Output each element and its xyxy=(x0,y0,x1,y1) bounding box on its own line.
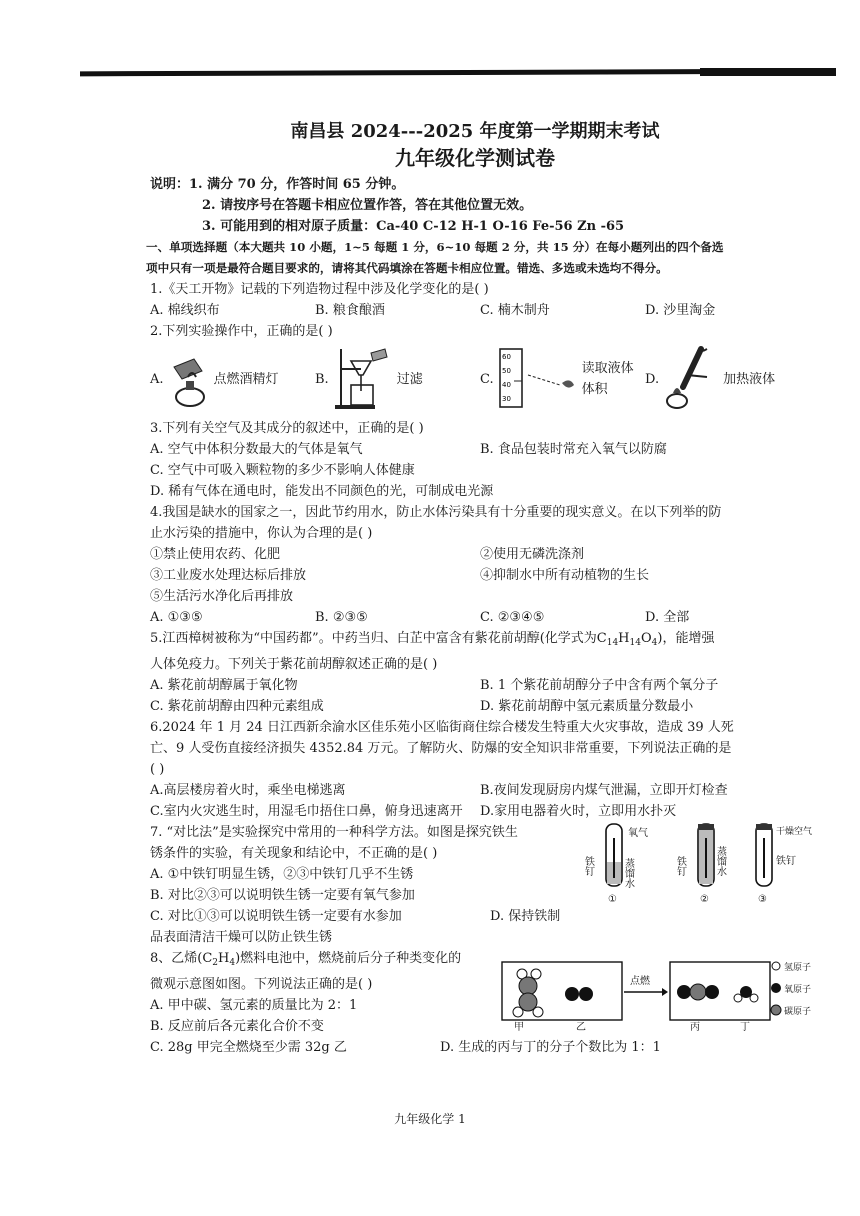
option-letter: D. xyxy=(645,371,660,387)
measure-item: ④抑制水中所有动植物的生长 xyxy=(480,568,650,583)
oxygen-atom xyxy=(677,985,691,999)
formula-sub: 4 xyxy=(651,638,658,648)
question-2 xyxy=(150,321,810,414)
tube-number: ① xyxy=(608,894,617,905)
exam-subtitle: 九年级化学测试卷 xyxy=(395,146,555,170)
instruction-2: 2. 请按序号在答题卡相应位置作答，答在其他位置无效。 xyxy=(202,198,533,213)
measure-item: ③工业废水处理达标后排放 xyxy=(150,568,307,583)
hydrogen-atom xyxy=(750,994,758,1002)
carbon-atom xyxy=(519,977,537,995)
formula-element: H xyxy=(618,631,630,646)
legend-label: 氢原子 xyxy=(784,963,812,973)
oxygen-atom xyxy=(565,987,579,1001)
formula-sub: 14 xyxy=(606,638,619,648)
oxygen-atom xyxy=(705,985,719,999)
option-letter: A. xyxy=(150,371,164,387)
cylinder-tick: 40 xyxy=(501,381,511,389)
option-d: D. 生成的丙与丁的分子个数比为 1：1 xyxy=(440,1040,661,1055)
option-c: C. 空气中可吸入颗粒物的多少不影响人体健康 xyxy=(150,463,415,478)
oxygen-atom xyxy=(579,987,593,1001)
alcohol-lamp-icon xyxy=(168,349,210,409)
question-stem: 1.《天工开物》记载的下列造物过程中涉及化学变化的是( ) xyxy=(150,282,489,297)
option-b: B.夜间发现厨房内煤气泄漏，立即开灯检查 xyxy=(480,783,728,798)
formula-element: O xyxy=(640,631,652,646)
option-b: B. 1 个紫花前胡醇分子中含有两个氧分子 xyxy=(480,678,719,693)
test-tube-heating-icon xyxy=(663,347,719,411)
label-nail: 铁钉 xyxy=(582,856,594,876)
cylinder-tick: 30 xyxy=(501,395,511,403)
option-b xyxy=(315,347,480,411)
option-b: B. 对比②③可以说明铁生锈一定要有氧气参加 xyxy=(150,888,415,903)
question-3 xyxy=(150,418,810,502)
hydrogen-atom xyxy=(513,1007,523,1017)
instruction-3: 3. 可能用到的相对原子质量：Ca-40 C-12 H-1 O-16 Fe-56 Zn -65 xyxy=(202,219,625,234)
question-stem-2: 止水污染的措施中，你认为合理的是( ) xyxy=(150,526,373,541)
question-stem-3: ( ) xyxy=(150,762,165,777)
option-a: A.高层楼房着火时，乘坐电梯逃离 xyxy=(150,783,346,798)
carbon-atom xyxy=(690,984,706,1000)
question-stem-2: 亡、9 人受伤直接经济损失 4352.84 万元。了解防火、防爆的安全知识非常重要，下列说法正确的是 xyxy=(150,741,732,756)
label-oxygen: 氧气 xyxy=(628,828,648,839)
option-a: A. 紫花前胡醇属于氧化物 xyxy=(150,678,298,693)
arrow-head-icon xyxy=(662,988,668,996)
section-heading: 一、单项选择题（本大题共 10 小题，1~5 每题 1 分，6~10 每题 2 分，共 15 分）在每小题列出的四个备选 xyxy=(146,240,724,254)
label-dry-air: 干燥空气 xyxy=(776,827,813,837)
filtration-icon xyxy=(333,347,393,411)
question-stem: 7. “对比法”是实验探究中常用的一种科学方法。如图是探究铁生 xyxy=(150,825,518,840)
section-heading-2: 项中只有一项是最符合题目要求的，请将其代码填涂在答题卡相应位置。错选、多选或未选均不得分。 xyxy=(146,261,668,275)
formula-sub: 4 xyxy=(229,958,236,968)
option-d: D. 沙里淘金 xyxy=(645,303,716,318)
option-caption: 点燃酒精灯 xyxy=(213,371,279,387)
option-letter: B. xyxy=(315,371,329,387)
tube-number: ③ xyxy=(758,894,767,905)
option-c: C. 楠木制舟 xyxy=(480,303,550,318)
option-a: A. 甲中碳、氢元素的质量比为 2：1 xyxy=(150,998,358,1013)
legend-hydrogen-icon xyxy=(772,962,780,970)
option-c: C. 28g 甲完全燃烧至少需 32g 乙 xyxy=(150,1040,347,1055)
question-stem: 2.下列实验操作中，正确的是( ) xyxy=(150,324,333,339)
exam-title: 南昌县 2024---2025 年度第一学期期末考试 xyxy=(290,121,660,142)
option-a: A. ①中铁钉明显生锈，②③中铁钉几乎不生锈 xyxy=(150,867,414,882)
instruction-1: 说明：1. 满分 70 分，作答时间 65 分钟。 xyxy=(150,177,405,192)
hydrogen-atom xyxy=(531,969,541,979)
stem-text: )，能增强 xyxy=(657,631,715,646)
option-letter: C. xyxy=(480,371,494,387)
exam-page xyxy=(146,120,813,1058)
question-stem: 3.下列有关空气及其成分的叙述中，正确的是( ) xyxy=(150,421,424,436)
option-d: D. 稀有气体在通电时，能发出不同颜色的光，可制成电光源 xyxy=(150,484,494,499)
option-d: D. 保持铁制 xyxy=(490,909,561,924)
legend-label: 氧原子 xyxy=(784,985,812,995)
option-c xyxy=(480,347,645,411)
formula-sub: 2 xyxy=(212,958,219,968)
measure-item: ①禁止使用农药、化肥 xyxy=(150,547,281,562)
question-6 xyxy=(150,717,810,822)
question-stem-2: 微观示意图如图。下列说法正确的是( ) xyxy=(150,977,373,992)
measure-item: ②使用无磷洗涤剂 xyxy=(480,547,585,562)
question-5 xyxy=(150,628,810,717)
arrow-label: 点燃 xyxy=(630,976,650,987)
graduated-cylinder-icon xyxy=(498,347,578,411)
molecule-label: 甲 xyxy=(514,1022,524,1033)
question-stem-2: 人体免疫力。下列关于紫花前胡醇叙述正确的是( ) xyxy=(150,657,438,672)
stem-text: 5.江西樟树被称为“中国药都”。中药当归、白芷中富含有紫花前胡醇(化学式为C xyxy=(150,631,607,646)
option-b: B. ②③⑤ xyxy=(315,610,368,625)
cylinder-tick: 60 xyxy=(501,353,511,361)
option-caption: 读取液体体积 xyxy=(581,361,634,397)
question-stem: 6.2024 年 1 月 24 日江西新余渝水区佳乐苑小区临街商住综合楼发生特重大火灾事故，造成 39 人死 xyxy=(150,720,734,735)
molecule-label: 丁 xyxy=(740,1022,750,1033)
question-stem: 4.我国是缺水的国家之一，因此节约用水，防止水体污染具有十分重要的现实意义。在以下列举的防 xyxy=(150,505,722,520)
option-caption: 加热液体 xyxy=(723,371,776,387)
measure-item: ⑤生活污水净化后再排放 xyxy=(150,589,294,604)
stem-text: )燃料电池中，燃烧前后分子种类变化的 xyxy=(235,951,462,966)
tube-number: ② xyxy=(700,894,709,905)
question-stem-2: 锈条件的实验，有关现象和结论中，不正确的是( ) xyxy=(150,846,438,861)
legend-carbon-icon xyxy=(771,1005,781,1015)
legend-label: 碳原子 xyxy=(784,1007,812,1017)
option-b: B. 反应前后各元素化合价不变 xyxy=(150,1019,324,1034)
question-8 xyxy=(150,948,810,1058)
option-a: A. 棉线织布 xyxy=(150,303,220,318)
option-c: C. 紫花前胡醇由四种元素组成 xyxy=(150,699,324,714)
option-d: D. 紫花前胡醇中氢元素质量分数最小 xyxy=(480,699,694,714)
legend-oxygen-icon xyxy=(771,983,781,993)
hydrogen-atom xyxy=(533,1007,543,1017)
option-a: A. 空气中体积分数最大的气体是氧气 xyxy=(150,442,363,457)
formula-sub: 14 xyxy=(629,638,641,648)
label-nail: 铁钉 xyxy=(776,856,796,867)
label-water: 蒸馏水 xyxy=(622,858,634,888)
label-water: 蒸馏水 xyxy=(714,846,726,876)
molecule-label: 丙 xyxy=(690,1022,700,1033)
question-4 xyxy=(150,502,810,628)
option-d: D. 全部 xyxy=(645,610,690,625)
option-d-cont: 品表面清洁干燥可以防止铁生锈 xyxy=(150,930,333,945)
option-c: C.室内火灾逃生时，用湿毛巾捂住口鼻，俯身迅速离开 xyxy=(150,804,463,819)
formula-element: H xyxy=(218,951,230,966)
option-c: C. ②③④⑤ xyxy=(480,610,545,625)
iron-rust-experiment-figure xyxy=(582,822,813,906)
option-b: B. 食品包装时常充入氧气以防腐 xyxy=(480,442,667,457)
reaction-micro-diagram xyxy=(500,952,810,1032)
option-a xyxy=(150,349,315,409)
top-border-line-right xyxy=(700,68,836,76)
label-nail: 铁钉 xyxy=(674,856,686,876)
page-footer: 九年级化学 1 xyxy=(394,1112,466,1126)
molecule-label: 乙 xyxy=(576,1022,586,1033)
stem-text: 8、乙烯(C xyxy=(150,951,213,966)
option-c: C. 对比①③可以说明铁生锈一定要有水参加 xyxy=(150,909,402,924)
option-a: A. ①③⑤ xyxy=(150,610,203,625)
option-d xyxy=(645,347,810,411)
question-7 xyxy=(150,822,813,948)
question-1 xyxy=(150,279,810,321)
option-caption: 过滤 xyxy=(396,371,423,387)
question-stem xyxy=(150,628,810,654)
hydrogen-atom xyxy=(734,994,742,1002)
cylinder-tick: 50 xyxy=(501,367,511,375)
option-d: D.家用电器着火时，立即用水扑灭 xyxy=(480,804,677,819)
option-b: B. 粮食酿酒 xyxy=(315,303,385,318)
